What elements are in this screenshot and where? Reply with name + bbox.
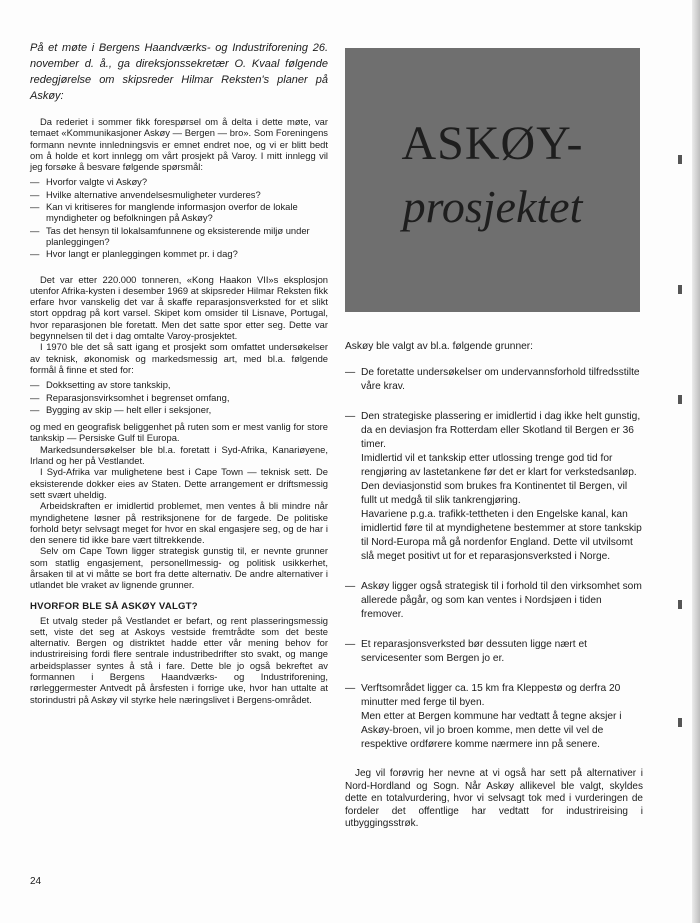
page-number: 24: [30, 876, 42, 887]
dash: —: [345, 639, 356, 650]
scan-mark: [678, 285, 682, 294]
reason-item: [345, 682, 643, 752]
scan-mark: [678, 718, 682, 727]
reason-text: Verftsområdet ligger ca. 15 km fra Kleppestø og derfra 20 minutter med ferge til byen.: [361, 683, 621, 708]
reasons-lead: Askøy ble valgt av bl.a. følgende grunner:: [345, 341, 534, 352]
left-column: [30, 40, 328, 705]
reason-item: [345, 638, 643, 666]
intro-text: På et møte i Bergens Haandværks- og Industriforening 26. november d. å., ga direksjonssekretær O. Kvaal følgende redegjørelse om skipsreder Hilmar Reksten's planer på Askøy:: [30, 42, 328, 102]
reason-item: [345, 410, 643, 564]
reason-text: Den strategiske plassering er imidlertid i dag ikke helt gunstig, da en deviasjon fra Rotterdam eller Skotland til Bergen er 36 timer.: [361, 411, 641, 450]
paragraph: Det var etter 220.000 tonneren, «Kong Haakon VII»s eksplosjon utenfor Afrika-kysten i desember 1969 at skipsreder Hilmar Reksten fikk erfare hvor vanskelig det var å skaffe reparasjonsverksted for et slikt stort oppdrag på kort varsel. Skipet kom omsider til Lisnave, Portugal, hvor reparasjonen ble foretatt. Men det satte spor etter seg. Dette var begynnelsen til det i dag omtalte Varoy-prosjektet.: [30, 273, 328, 342]
list-item: — Bygging av skip — helt eller i seksjoner,: [30, 404, 328, 415]
reason-item: [345, 366, 643, 394]
reason-item: [345, 580, 643, 622]
reason-text: De foretatte undersøkelser om undervannsforhold tilfredsstilte våre krav.: [361, 367, 640, 392]
reason-text: Havariene p.g.a. trafikk-tettheten i den Engelske kanal, kan imidlertid føre til at myndighetene bestemmer at store tankskip til Nord-Europa må gå nordenfor England. Dette vil utvilsomt slå meget positivt ut for et reparasjonsverksted i Norge.: [361, 509, 642, 562]
dash: —: [345, 683, 356, 694]
list-item: — Reparasjonsvirksomhet i begrenset omfang,: [30, 392, 328, 403]
reason-text: Askøy ligger også strategisk til i forhold til den virksomhet som allerede pågår, og som kan ventes i Nordsjøen i tiden fremover.: [361, 581, 642, 620]
list-item: — Kan vi kritiseres for manglende informasjon overfor de lokale myndigheter og befolkningen på Askøy?: [30, 201, 328, 224]
paragraph: I 1970 ble det så satt igang et prosjekt som omfattet undersøkelser av teknisk, økonomisk og markedsmessig art, med bl.a. følgende formål å finne et sted for:: [30, 341, 328, 375]
reason-text: Men etter at Bergen kommune har vedtatt å tegne aksjer i Askøy-broen, vil jo broen komme, men dette vil vel de respektive ordførere komme nærmere inn på senere.: [361, 711, 622, 750]
title-box: [345, 48, 640, 312]
article-title-line1: ASKØY-: [401, 117, 584, 170]
dash: —: [345, 411, 356, 422]
list-item: — Hvilke alternative anvendelsesmuligheter vurderes?: [30, 189, 328, 200]
dash: —: [345, 581, 356, 592]
paragraph: Selv om Cape Town ligger strategisk gunstig til, er nevnte grunner som statlig engasjement, personellmessig- og politisk usikkerhet, årsaken til at vi måtte se bort fra dette alternativ. De andre alternativer i utlandet ble vraket av lignende grunner.: [30, 545, 328, 591]
list-item: — Tas det hensyn til lokalsamfunnene og eksisterende miljø under planleggingen?: [30, 225, 328, 248]
purpose-list: [30, 379, 328, 415]
scan-mark: [678, 155, 682, 164]
reason-text: Et reparasjonsverksted bør dessuten ligge nært et servicesenter som Bergen jo er.: [361, 639, 587, 664]
scan-edge: [692, 0, 700, 923]
scan-mark: [678, 395, 682, 404]
question-list: [30, 176, 328, 259]
paragraph: Arbeidskraften er imidlertid problemet, men ventes å bli mindre når myndighetene løsner på restriksjonene for de fargede. De politiske forhold betyr selvsagt meget for hvor en skal engasjere seg, og de har i den senere tid ikke bare vært tiltrekkende.: [30, 500, 328, 546]
article-title-line2: prosjektet: [402, 181, 583, 232]
list-item: — Hvor langt er planleggingen kommet pr. i dag?: [30, 248, 328, 259]
paragraph: I Syd-Afrika var mulighetene best i Cape Town — teknisk sett. De eksisterende dokker eies av Staten. Dette arrangement er driftsmessig sett svært uheldig.: [30, 466, 328, 500]
list-item: — Dokksetting av store tankskip,: [30, 379, 328, 390]
paragraph: Et utvalg steder på Vestlandet er befart, og rent plasseringsmessig sett, viste det seg at Askoys vestside fremtrådte som det beste alternativ. Bergen og distriktet hadde etter vår mening behov for industrireising fordi flere sentrale industribedrifter sto svakt, og mange arbeidsplasser syntes å stå i fare. Dette ble jo også bekreftet av formannen i Bergens Haandværks- og Industriforening, rørleggermester Antvedt på årsfesten i forrige uke, hvor han uttalte at storindustri på Askøy vil styrke hele næringslivet i Bergens-området.: [30, 614, 328, 705]
section-heading: HVORFOR BLE SÅ ASKØY VALGT?: [30, 600, 198, 612]
reason-text: Imidlertid vil et tankskip etter utlossing trenge god tid for rengjøring av lastetankene før det er klart for verkstedsanløp. Den deviasjonstid som brukes fra Kontinentet til Bergen, vil fullt ut medgå til slik tankrengjøring.: [361, 453, 637, 506]
scan-mark: [678, 600, 682, 609]
paragraph: og med en geografisk beliggenhet på ruten som er mest vanlig for store tankskip — Persiske Gulf til Europa.: [30, 421, 328, 444]
dash: —: [345, 367, 356, 378]
right-column: [345, 340, 643, 831]
paragraph: Da rederiet i sommer fikk forespørsel om å delta i dette møte, var temaet «Kommunikasjoner Askøy — Bergen — bro». Som Foreningens formann nevnte innledningsvis er emnet endret noe, og vi er blitt bedt om å holde et kort innlegg om vårt prosjekt på Varoy. I mitt innlegg vil jeg forsøke å besvare følgende spørsmål:: [30, 116, 328, 173]
closing-paragraph: Jeg vil forøvrig her nevne at vi også har sett på alternativer i Nord-Hordland og Sogn. Når Askøy allikevel ble valgt, skyldes dette en totalvurdering, hvor vi selvsagt tok med i vurderingen de fordeler det offentlige har vedtatt for industrireising i utbyggingsstrøk.: [345, 768, 643, 829]
list-item: — Hvorfor valgte vi Askøy?: [30, 176, 328, 187]
paragraph: Markedsundersøkelser ble bl.a. foretatt i Syd-Afrika, Kanariøyene, Irland og her på Vestlandet.: [30, 443, 328, 467]
